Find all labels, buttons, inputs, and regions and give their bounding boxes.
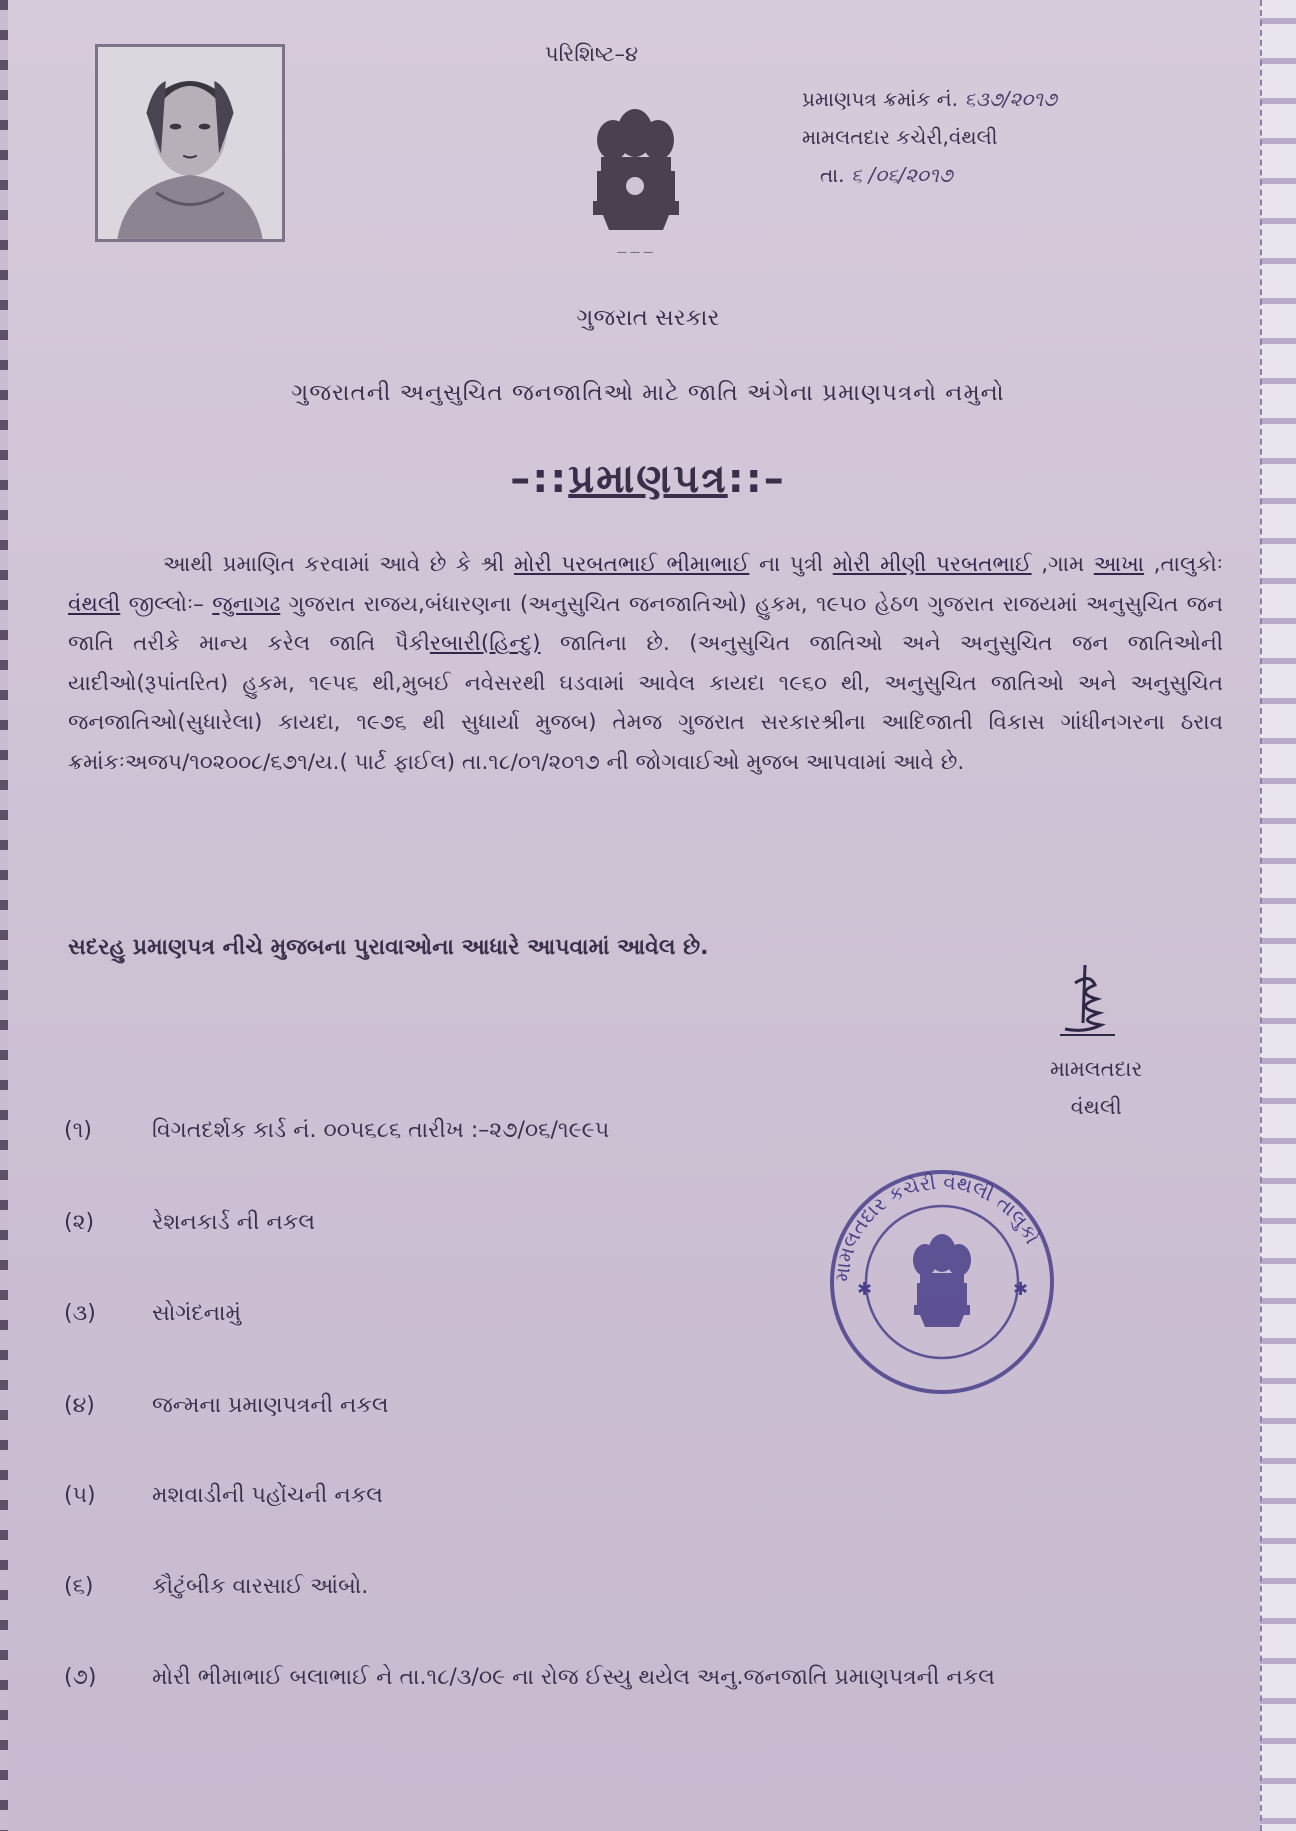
body-text-4: ,તાલુકોઃ — [1144, 552, 1223, 577]
body-text-7: જાતિના છે. (અનુસુચિત જાતિઓ અને અનુસુચિત જન જાતિઓની યાદીઓ(રૂપાંતરિત) હુકમ, ૧૯૫૬ થી,મુબઈ નવેસરથી ઘડવામાં આવેલ કાયદા ૧૯૬૦ થી, અનુસુચિત જાતિઓ અને અનુસુચિત જનજાતિઓ(સુધારેલા) કાયદા, ૧૯૭૬ થી સુધાર્યા મુજબ) તેમજ ગુજરાત સરકારશ્રીના આદિજાતી વિકાસ ગાંધીનગરના ઠરાવ ક્રમાંકઃઅજપ/૧૦૨૦૦૮/૬૭૧/ય.( પાર્ટ ફાઈલ) તા.૧૮/૦૧/૨૦૧૭ ની જોગવાઈઓ મુજબ આપવામાં આવે છે. — [68, 631, 1223, 775]
list-item — [64, 1665, 995, 1690]
issue-date-line — [802, 156, 1057, 194]
signatory-designation: મામલતદાર — [1050, 1057, 1143, 1081]
list-item-number: (૭) — [64, 1665, 97, 1690]
national-emblem — [583, 95, 688, 270]
certificate-number-label: પ્રમાણપત્ર ક્રમાંક નં. — [802, 87, 958, 111]
certificate-number: ૬૩૭/૨૦૧૭ — [964, 87, 1057, 111]
svg-text:✱: ✱ — [1013, 1279, 1029, 1300]
form-subtitle: ગુજરાતની અનુસુચિત જનજાતિઓ માટે જાતિ અંગેના પ્રમાણપત્રનો નમુનો — [291, 380, 1005, 406]
body-text-1: આથી પ્રમાણિત કરવામાં આવે છે કે શ્રી — [163, 552, 514, 577]
issue-date-label: તા. — [820, 163, 845, 187]
certificate-title — [0, 456, 1296, 502]
list-item-number: (૪) — [64, 1393, 95, 1418]
applicant-photo — [95, 44, 285, 242]
svg-text:મામલતદાર કચેરી વંથલી તાલુકો: મામલતદાર કચેરી વંથલી તાલુકો — [829, 1169, 1045, 1283]
father-name: મોરી પરબતભાઈ ભીમાભાઈ — [513, 552, 750, 577]
body-text-3: ,ગામ — [1031, 552, 1094, 577]
government-name: ગુજરાત સરકાર — [576, 305, 720, 331]
list-item — [64, 1118, 609, 1143]
list-item-number: (૬) — [64, 1574, 94, 1599]
certificate-body — [68, 545, 1223, 782]
reference-block — [802, 80, 1057, 194]
applicant-name: મોરી મીણી પરબતભાઈ — [832, 552, 1032, 577]
list-item-text: સોગંદનામું — [152, 1301, 241, 1326]
body-text-6: ગુજરાત રાજય,બંધારણના (અનુસુચિત જનજાતિઓ) હુકમ, ૧૯૫૦ હેઠળ ગુજરાત રાજયમાં અનુસુચિત જન જાતિ તરીકે માન્ય કરેલ જાતિ પૈકી — [68, 591, 1224, 656]
list-item-number: (૫) — [64, 1483, 96, 1508]
list-item-text: રેશનકાર્ડ ની નકલ — [152, 1210, 315, 1235]
handwritten-signature — [1045, 963, 1125, 1043]
list-item-text: કૌટુંબીક વારસાઈ આંબો. — [152, 1574, 369, 1599]
svg-text:— — —: — — — — [616, 247, 654, 258]
caste-name: રબારી(હિન્દુ) — [429, 631, 541, 656]
title-text: પ્રમાણપત્ર — [568, 456, 728, 502]
list-item-text: મશવાડીની પહોંચની નકલ — [152, 1483, 383, 1508]
signatory-block — [1050, 1050, 1142, 1126]
list-item-number: (૧) — [64, 1118, 92, 1143]
list-item — [64, 1574, 368, 1599]
list-item-number: (૩) — [64, 1301, 96, 1326]
scan-edge-right — [1260, 0, 1296, 1831]
list-item-text: મોરી ભીમાભાઈ બલાભાઈ ને તા.૧૮/૩/૦૯ ના રોજ ઈસ્યુ થયેલ અનુ.જનજાતિ પ્રમાણપત્રની નકલ — [152, 1665, 995, 1690]
certificate-number-line — [802, 80, 1057, 118]
issuing-office: મામલતદાર કચેરી,વંથલી — [802, 125, 998, 149]
appendix-label: પરિશિષ્ટ–૪ — [545, 42, 639, 66]
svg-text:✱: ✱ — [857, 1279, 873, 1300]
body-text-5: જીલ્લોઃ– — [120, 591, 213, 617]
list-item-text: વિગતદર્શક કાર્ડ નં. ૦૦૫૬૮૬ તારીખ :–૨૭/૦૬/૧૯૯૫ — [152, 1118, 610, 1143]
list-item — [64, 1210, 315, 1235]
office-seal-stamp — [825, 1165, 1060, 1400]
village-name: આખા — [1093, 552, 1145, 577]
list-item — [64, 1301, 241, 1326]
taluka-name: વંથલી — [68, 591, 121, 617]
district-name: જુનાગઢ — [212, 591, 281, 617]
title-prefix: –:: — [510, 456, 569, 502]
list-item-number: (૨) — [64, 1210, 95, 1235]
scan-edge-left — [0, 0, 8, 1831]
basis-statement: સદરહુ પ્રમાણપત્ર નીચે મુજબના પુરાવાઓના આધારે આપવામાં આવેલ છે. — [68, 935, 709, 960]
title-suffix: ::– — [727, 456, 786, 502]
issue-date: ૬ /૦૬/૨૦૧૭ — [850, 163, 953, 187]
signatory-place: વંથલી — [1070, 1095, 1122, 1119]
body-text-2: ના પુત્રી — [749, 552, 833, 577]
list-item — [64, 1483, 383, 1508]
list-item-text: જન્મના પ્રમાણપત્રની નકલ — [152, 1393, 389, 1418]
list-item — [64, 1393, 389, 1418]
